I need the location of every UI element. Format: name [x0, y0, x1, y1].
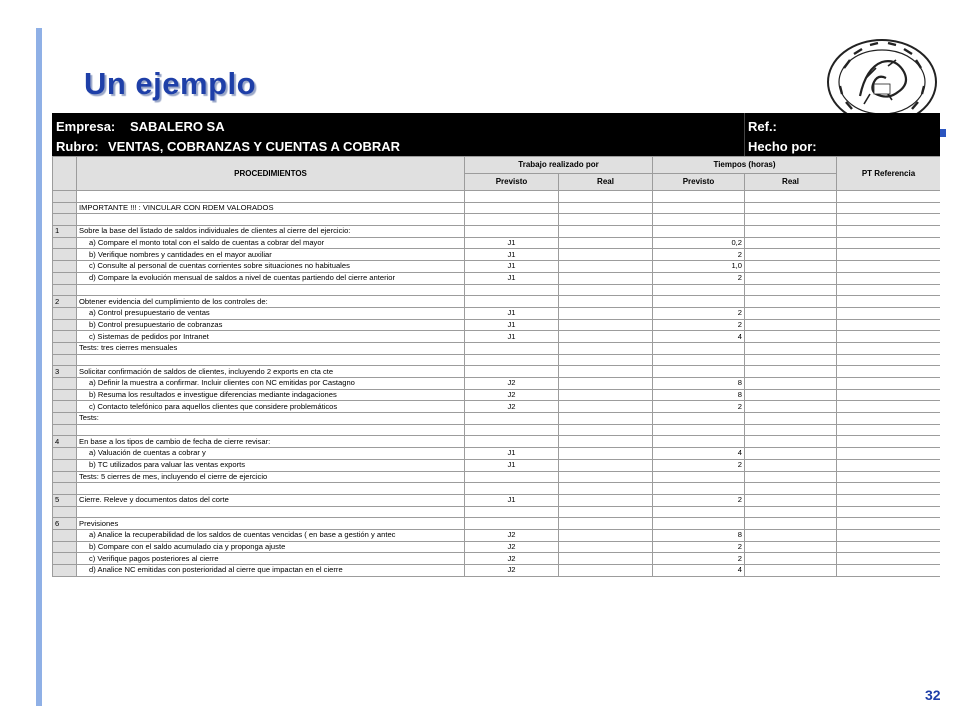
- tiempos-previsto-cell: [653, 296, 745, 308]
- tiempos-real-cell: [745, 565, 837, 577]
- row-number: [53, 202, 77, 214]
- trabajo-real-cell: [559, 506, 653, 518]
- row-number: 2: [53, 296, 77, 308]
- trabajo-previsto-cell: J1: [465, 237, 559, 249]
- tiempos-previsto-cell: [653, 518, 745, 530]
- table-row: [53, 413, 941, 425]
- tiempos-previsto-cell: 2: [653, 249, 745, 261]
- trabajo-real-cell: [559, 378, 653, 390]
- table-row: [53, 354, 941, 366]
- pt-referencia-cell: [837, 261, 941, 273]
- procedure-cell: b) Compare con el saldo acumulado cia y proponga ajuste: [77, 541, 465, 553]
- procedure-cell: c) Verifique pagos posteriores al cierre: [77, 553, 465, 565]
- pt-referencia-cell: [837, 436, 941, 448]
- trabajo-real-cell: [559, 202, 653, 214]
- trabajo-previsto-cell: J1: [465, 307, 559, 319]
- pt-referencia-cell: [837, 553, 941, 565]
- tiempos-previsto-cell: 4: [653, 448, 745, 460]
- table-row: [53, 249, 941, 261]
- table-row: [53, 436, 941, 448]
- trabajo-previsto-cell: [465, 366, 559, 378]
- trabajo-previsto-cell: J2: [465, 389, 559, 401]
- row-number: [53, 272, 77, 284]
- trabajo-real-cell: [559, 494, 653, 506]
- table-row: [53, 342, 941, 354]
- row-number: [53, 342, 77, 354]
- trabajo-previsto-cell: J1: [465, 272, 559, 284]
- pt-referencia-cell: [837, 413, 941, 425]
- procedure-cell: [77, 214, 465, 226]
- row-number: [53, 319, 77, 331]
- table-row: [53, 565, 941, 577]
- pt-referencia-cell: [837, 296, 941, 308]
- procedure-cell: [77, 424, 465, 436]
- row-number: [53, 249, 77, 261]
- table-row: [53, 448, 941, 460]
- row-number: [53, 471, 77, 483]
- procedure-cell: Obtener evidencia del cumplimiento de los controles de:: [77, 296, 465, 308]
- procedure-cell: a) Definir la muestra a confirmar. Incluir clientes con NC emitidas por Castagno: [77, 378, 465, 390]
- table-row: [53, 506, 941, 518]
- procedure-cell: Tests: 5 cierres de mes, incluyendo el cierre de ejercicio: [77, 471, 465, 483]
- tiempos-previsto-cell: 2: [653, 319, 745, 331]
- procedure-cell: b) Control presupuestario de cobranzas: [77, 319, 465, 331]
- trabajo-previsto-cell: J1: [465, 249, 559, 261]
- row-number: 6: [53, 518, 77, 530]
- table-row: [53, 296, 941, 308]
- trabajo-real-cell: [559, 471, 653, 483]
- rubro-label: Rubro:: [56, 139, 99, 154]
- tiempos-real-cell: [745, 191, 837, 203]
- tiempos-real-cell: [745, 553, 837, 565]
- rubro-value: VENTAS, COBRANZAS Y CUENTAS A COBRAR: [108, 139, 401, 154]
- row-number: [53, 424, 77, 436]
- pt-referencia-cell: [837, 284, 941, 296]
- trabajo-previsto-cell: [465, 424, 559, 436]
- procedure-cell: a) Analice la recuperabilidad de los saldos de cuentas vencidas ( en base a gestión y antec: [77, 529, 465, 541]
- tiempos-previsto-cell: [653, 506, 745, 518]
- sheet-header-band: [52, 113, 940, 156]
- trabajo-previsto-cell: [465, 191, 559, 203]
- trabajo-previsto-cell: [465, 436, 559, 448]
- pt-referencia-cell: [837, 319, 941, 331]
- trabajo-previsto-cell: [465, 471, 559, 483]
- spreadsheet: [52, 113, 940, 705]
- row-number: [53, 261, 77, 273]
- left-accent-bar: [36, 28, 42, 706]
- tiempos-real-cell: [745, 296, 837, 308]
- tiempos-previsto-cell: 2: [653, 553, 745, 565]
- procedure-cell: [77, 284, 465, 296]
- trabajo-real-cell: [559, 319, 653, 331]
- procedure-cell: [77, 483, 465, 495]
- row-number: [53, 214, 77, 226]
- tiempos-real-cell: [745, 424, 837, 436]
- table-row: [53, 541, 941, 553]
- table-row: [53, 261, 941, 273]
- tiempos-real-cell: [745, 378, 837, 390]
- trabajo-real-cell: [559, 413, 653, 425]
- pt-referencia-cell: [837, 483, 941, 495]
- tiempos-real-cell: [745, 366, 837, 378]
- tiempos-real-cell: [745, 494, 837, 506]
- tiempos-real-cell: [745, 354, 837, 366]
- trabajo-previsto-cell: [465, 518, 559, 530]
- table-row: [53, 214, 941, 226]
- tiempos-previsto-cell: 2: [653, 272, 745, 284]
- table-row: [53, 529, 941, 541]
- row-number: 4: [53, 436, 77, 448]
- tiempos-previsto-cell: [653, 424, 745, 436]
- table-row: [53, 307, 941, 319]
- procedure-cell: Tests: tres cierres mensuales: [77, 342, 465, 354]
- pt-referencia-cell: [837, 448, 941, 460]
- trabajo-previsto-cell: [465, 214, 559, 226]
- pt-referencia-cell: [837, 249, 941, 261]
- table-row: [53, 459, 941, 471]
- table-row: [53, 331, 941, 343]
- row-number: [53, 483, 77, 495]
- procedure-cell: [77, 506, 465, 518]
- row-number: [53, 284, 77, 296]
- tiempos-previsto-cell: 2: [653, 401, 745, 413]
- tiempos-previsto-cell: 4: [653, 565, 745, 577]
- trabajo-header: Trabajo realizado por: [465, 157, 653, 174]
- trabajo-real-cell: [559, 261, 653, 273]
- pt-referencia-cell: [837, 366, 941, 378]
- pt-referencia-cell: [837, 214, 941, 226]
- tiempos-previsto-cell: 8: [653, 378, 745, 390]
- pt-referencia-cell: [837, 541, 941, 553]
- trabajo-real-cell: [559, 296, 653, 308]
- table-row: [53, 319, 941, 331]
- tiempos-real-cell: [745, 249, 837, 261]
- tiempos-real-cell: [745, 506, 837, 518]
- trabajo-previsto-cell: J1: [465, 448, 559, 460]
- procedure-cell: d) Analice NC emitidas con posterioridad al cierre que impactan en el cierre: [77, 565, 465, 577]
- table-row: [53, 237, 941, 249]
- trabajo-previsto-cell: [465, 506, 559, 518]
- table-body: [53, 191, 941, 577]
- row-number: [53, 413, 77, 425]
- row-number: [53, 401, 77, 413]
- tiempos-previsto-cell: [653, 226, 745, 238]
- trabajo-real-cell: [559, 541, 653, 553]
- pt-referencia-cell: [837, 331, 941, 343]
- tiempos-real-cell: [745, 226, 837, 238]
- row-number: 3: [53, 366, 77, 378]
- trabajo-previsto-cell: [465, 284, 559, 296]
- pt-referencia-cell: [837, 506, 941, 518]
- pt-referencia-cell: [837, 342, 941, 354]
- tiempos-real-cell: [745, 331, 837, 343]
- empresa-label: Empresa:: [56, 119, 116, 134]
- pt-referencia-cell: [837, 237, 941, 249]
- tiempos-previsto-cell: 2: [653, 541, 745, 553]
- procedure-cell: Tests:: [77, 413, 465, 425]
- slide-title: Un ejemplo: [84, 66, 257, 101]
- procedure-cell: Solicitar confirmación de saldos de clientes, incluyendo 2 exports en cta cte: [77, 366, 465, 378]
- table-row: [53, 553, 941, 565]
- row-number: [53, 541, 77, 553]
- tiempos-real-cell: [745, 284, 837, 296]
- table-row: [53, 378, 941, 390]
- trabajo-real-cell: [559, 389, 653, 401]
- row-number: [53, 389, 77, 401]
- table-row: [53, 518, 941, 530]
- procedure-cell: c) Consulte al personal de cuentas corrientes sobre situaciones no habituales: [77, 261, 465, 273]
- pt-referencia-cell: [837, 272, 941, 284]
- tiempos-real-cell: [745, 342, 837, 354]
- trabajo-previsto-cell: J1: [465, 331, 559, 343]
- row-number: [53, 506, 77, 518]
- procedimientos-header: PROCEDIMIENTOS: [77, 157, 465, 191]
- procedure-cell: d) Compare la evolución mensual de saldos a nivel de cuentas partiendo del cierre anterior: [77, 272, 465, 284]
- table-row: [53, 483, 941, 495]
- trabajo-previsto-cell: J1: [465, 261, 559, 273]
- corner-cell: [53, 157, 77, 191]
- trabajo-previsto-cell: [465, 342, 559, 354]
- table-row: [53, 401, 941, 413]
- tiempos-real-cell: [745, 459, 837, 471]
- trabajo-previsto-cell: J2: [465, 553, 559, 565]
- pt-referencia-cell: [837, 378, 941, 390]
- trabajo-real-cell: [559, 366, 653, 378]
- procedure-cell: a) Control presupuestario de ventas: [77, 307, 465, 319]
- tiempos-previsto-cell: [653, 202, 745, 214]
- pt-referencia-cell: [837, 459, 941, 471]
- procedure-cell: b) Verifique nombres y cantidades en el mayor auxiliar: [77, 249, 465, 261]
- procedure-cell: [77, 191, 465, 203]
- trabajo-real-cell: [559, 354, 653, 366]
- trabajo-previsto-cell: [465, 296, 559, 308]
- tiempos-real-cell: [745, 214, 837, 226]
- procedures-table: [52, 156, 940, 577]
- pt-referencia-cell: [837, 518, 941, 530]
- tiempos-real-cell: [745, 389, 837, 401]
- procedure-cell: c) Contacto telefónico para aquellos clientes que considere problemáticos: [77, 401, 465, 413]
- table-row: [53, 366, 941, 378]
- procedure-cell: En base a los tipos de cambio de fecha de cierre revisar:: [77, 436, 465, 448]
- tiempos-previsto-cell: [653, 366, 745, 378]
- tiempos-previsto-cell: 2: [653, 307, 745, 319]
- trabajo-real-cell: [559, 565, 653, 577]
- row-number: [53, 378, 77, 390]
- pt-referencia-cell: [837, 401, 941, 413]
- tiempos-previsto-header: Previsto: [653, 174, 745, 191]
- tiempos-real-cell: [745, 483, 837, 495]
- trabajo-real-cell: [559, 307, 653, 319]
- trabajo-previsto-cell: [465, 483, 559, 495]
- trabajo-real-cell: [559, 331, 653, 343]
- table-row: [53, 494, 941, 506]
- procedure-cell: [77, 354, 465, 366]
- row-number: [53, 459, 77, 471]
- row-number: [53, 191, 77, 203]
- trabajo-previsto-cell: [465, 226, 559, 238]
- row-number: [53, 553, 77, 565]
- trabajo-real-cell: [559, 401, 653, 413]
- row-number: 5: [53, 494, 77, 506]
- table-row: [53, 272, 941, 284]
- row-number: [53, 307, 77, 319]
- page-number: 32: [925, 687, 941, 703]
- tiempos-real-cell: [745, 436, 837, 448]
- tiempos-real-cell: [745, 471, 837, 483]
- tiempos-real-cell: [745, 401, 837, 413]
- tiempos-real-cell: [745, 319, 837, 331]
- tiempos-previsto-cell: 1,0: [653, 261, 745, 273]
- trabajo-real-cell: [559, 214, 653, 226]
- pt-referencia-cell: [837, 471, 941, 483]
- trabajo-real-cell: [559, 518, 653, 530]
- table-row: [53, 226, 941, 238]
- tiempos-previsto-cell: 2: [653, 494, 745, 506]
- tiempos-real-cell: [745, 541, 837, 553]
- pt-referencia-cell: [837, 307, 941, 319]
- trabajo-previsto-cell: J1: [465, 459, 559, 471]
- pt-referencia-cell: [837, 494, 941, 506]
- row-number: [53, 354, 77, 366]
- trabajo-real-cell: [559, 529, 653, 541]
- tiempos-real-cell: [745, 202, 837, 214]
- row-number: 1: [53, 226, 77, 238]
- trabajo-real-cell: [559, 424, 653, 436]
- trabajo-real-cell: [559, 448, 653, 460]
- row-number: [53, 331, 77, 343]
- tiempos-real-header: Real: [745, 174, 837, 191]
- row-number: [53, 529, 77, 541]
- procedure-cell: Previsiones: [77, 518, 465, 530]
- table-row: [53, 284, 941, 296]
- row-number: [53, 448, 77, 460]
- tiempos-previsto-cell: [653, 413, 745, 425]
- trabajo-real-cell: [559, 553, 653, 565]
- pt-referencia-cell: [837, 424, 941, 436]
- trabajo-previsto-cell: J2: [465, 401, 559, 413]
- tiempos-previsto-cell: 4: [653, 331, 745, 343]
- tiempos-real-cell: [745, 448, 837, 460]
- trabajo-real-cell: [559, 436, 653, 448]
- tiempos-previsto-cell: [653, 471, 745, 483]
- table-row: [53, 202, 941, 214]
- tiempos-previsto-cell: [653, 342, 745, 354]
- hecho-por-label: Hecho por:: [748, 139, 817, 154]
- row-number: [53, 237, 77, 249]
- pt-referencia-cell: [837, 354, 941, 366]
- trabajo-real-cell: [559, 284, 653, 296]
- trabajo-real-cell: [559, 459, 653, 471]
- trabajo-real-header: Real: [559, 174, 653, 191]
- trabajo-previsto-cell: J1: [465, 494, 559, 506]
- empresa-value: SABALERO SA: [130, 119, 225, 134]
- procedure-cell: Cierre. Releve y documentos datos del corte: [77, 494, 465, 506]
- tiempos-header: Tiempos (horas): [653, 157, 837, 174]
- tiempos-real-cell: [745, 529, 837, 541]
- tiempos-real-cell: [745, 307, 837, 319]
- trabajo-previsto-cell: [465, 354, 559, 366]
- pt-referencia-cell: [837, 565, 941, 577]
- pt-referencia-cell: [837, 529, 941, 541]
- tiempos-real-cell: [745, 518, 837, 530]
- tiempos-previsto-cell: [653, 284, 745, 296]
- tiempos-previsto-cell: 2: [653, 459, 745, 471]
- tiempos-real-cell: [745, 413, 837, 425]
- tiempos-real-cell: [745, 272, 837, 284]
- tiempos-previsto-cell: 0,2: [653, 237, 745, 249]
- tiempos-previsto-cell: [653, 191, 745, 203]
- trabajo-real-cell: [559, 249, 653, 261]
- trabajo-previsto-cell: [465, 202, 559, 214]
- trabajo-previsto-cell: J2: [465, 541, 559, 553]
- procedure-cell: a) Valuación de cuentas a cobrar y: [77, 448, 465, 460]
- trabajo-previsto-cell: J2: [465, 565, 559, 577]
- tiempos-previsto-cell: [653, 354, 745, 366]
- tiempos-previsto-cell: 8: [653, 389, 745, 401]
- trabajo-real-cell: [559, 483, 653, 495]
- procedure-cell: Sobre la base del listado de saldos individuales de clientes al cierre del ejercicio:: [77, 226, 465, 238]
- trabajo-previsto-cell: J1: [465, 319, 559, 331]
- table-row: [53, 191, 941, 203]
- tiempos-previsto-cell: [653, 436, 745, 448]
- trabajo-real-cell: [559, 272, 653, 284]
- tiempos-previsto-cell: [653, 214, 745, 226]
- tiempos-previsto-cell: [653, 483, 745, 495]
- tiempos-real-cell: [745, 261, 837, 273]
- tiempos-real-cell: [745, 237, 837, 249]
- pt-referencia-cell: [837, 226, 941, 238]
- trabajo-previsto-cell: J2: [465, 529, 559, 541]
- trabajo-previsto-cell: [465, 413, 559, 425]
- procedure-cell: a) Compare el monto total con el saldo de cuentas a cobrar del mayor: [77, 237, 465, 249]
- trabajo-real-cell: [559, 342, 653, 354]
- procedure-cell: IMPORTANTE !!! : VINCULAR CON RDEM VALORADOS: [77, 202, 465, 214]
- table-row: [53, 471, 941, 483]
- tiempos-previsto-cell: 8: [653, 529, 745, 541]
- trabajo-real-cell: [559, 226, 653, 238]
- trabajo-previsto-header: Previsto: [465, 174, 559, 191]
- row-number: [53, 565, 77, 577]
- procedure-cell: b) TC utilizados para valuar las ventas exports: [77, 459, 465, 471]
- trabajo-real-cell: [559, 191, 653, 203]
- procedure-cell: b) Resuma los resultados e investigue diferencias mediante indagaciones: [77, 389, 465, 401]
- pt-referencia-cell: [837, 389, 941, 401]
- pt-referencia-cell: [837, 202, 941, 214]
- table-row: [53, 424, 941, 436]
- procedure-cell: c) Sistemas de pedidos por Intranet: [77, 331, 465, 343]
- trabajo-previsto-cell: J2: [465, 378, 559, 390]
- ref-label: Ref.:: [748, 119, 777, 134]
- table-row: [53, 389, 941, 401]
- trabajo-real-cell: [559, 237, 653, 249]
- pt-referencia-cell: [837, 191, 941, 203]
- pt-referencia-header: PT Referencia: [837, 157, 941, 191]
